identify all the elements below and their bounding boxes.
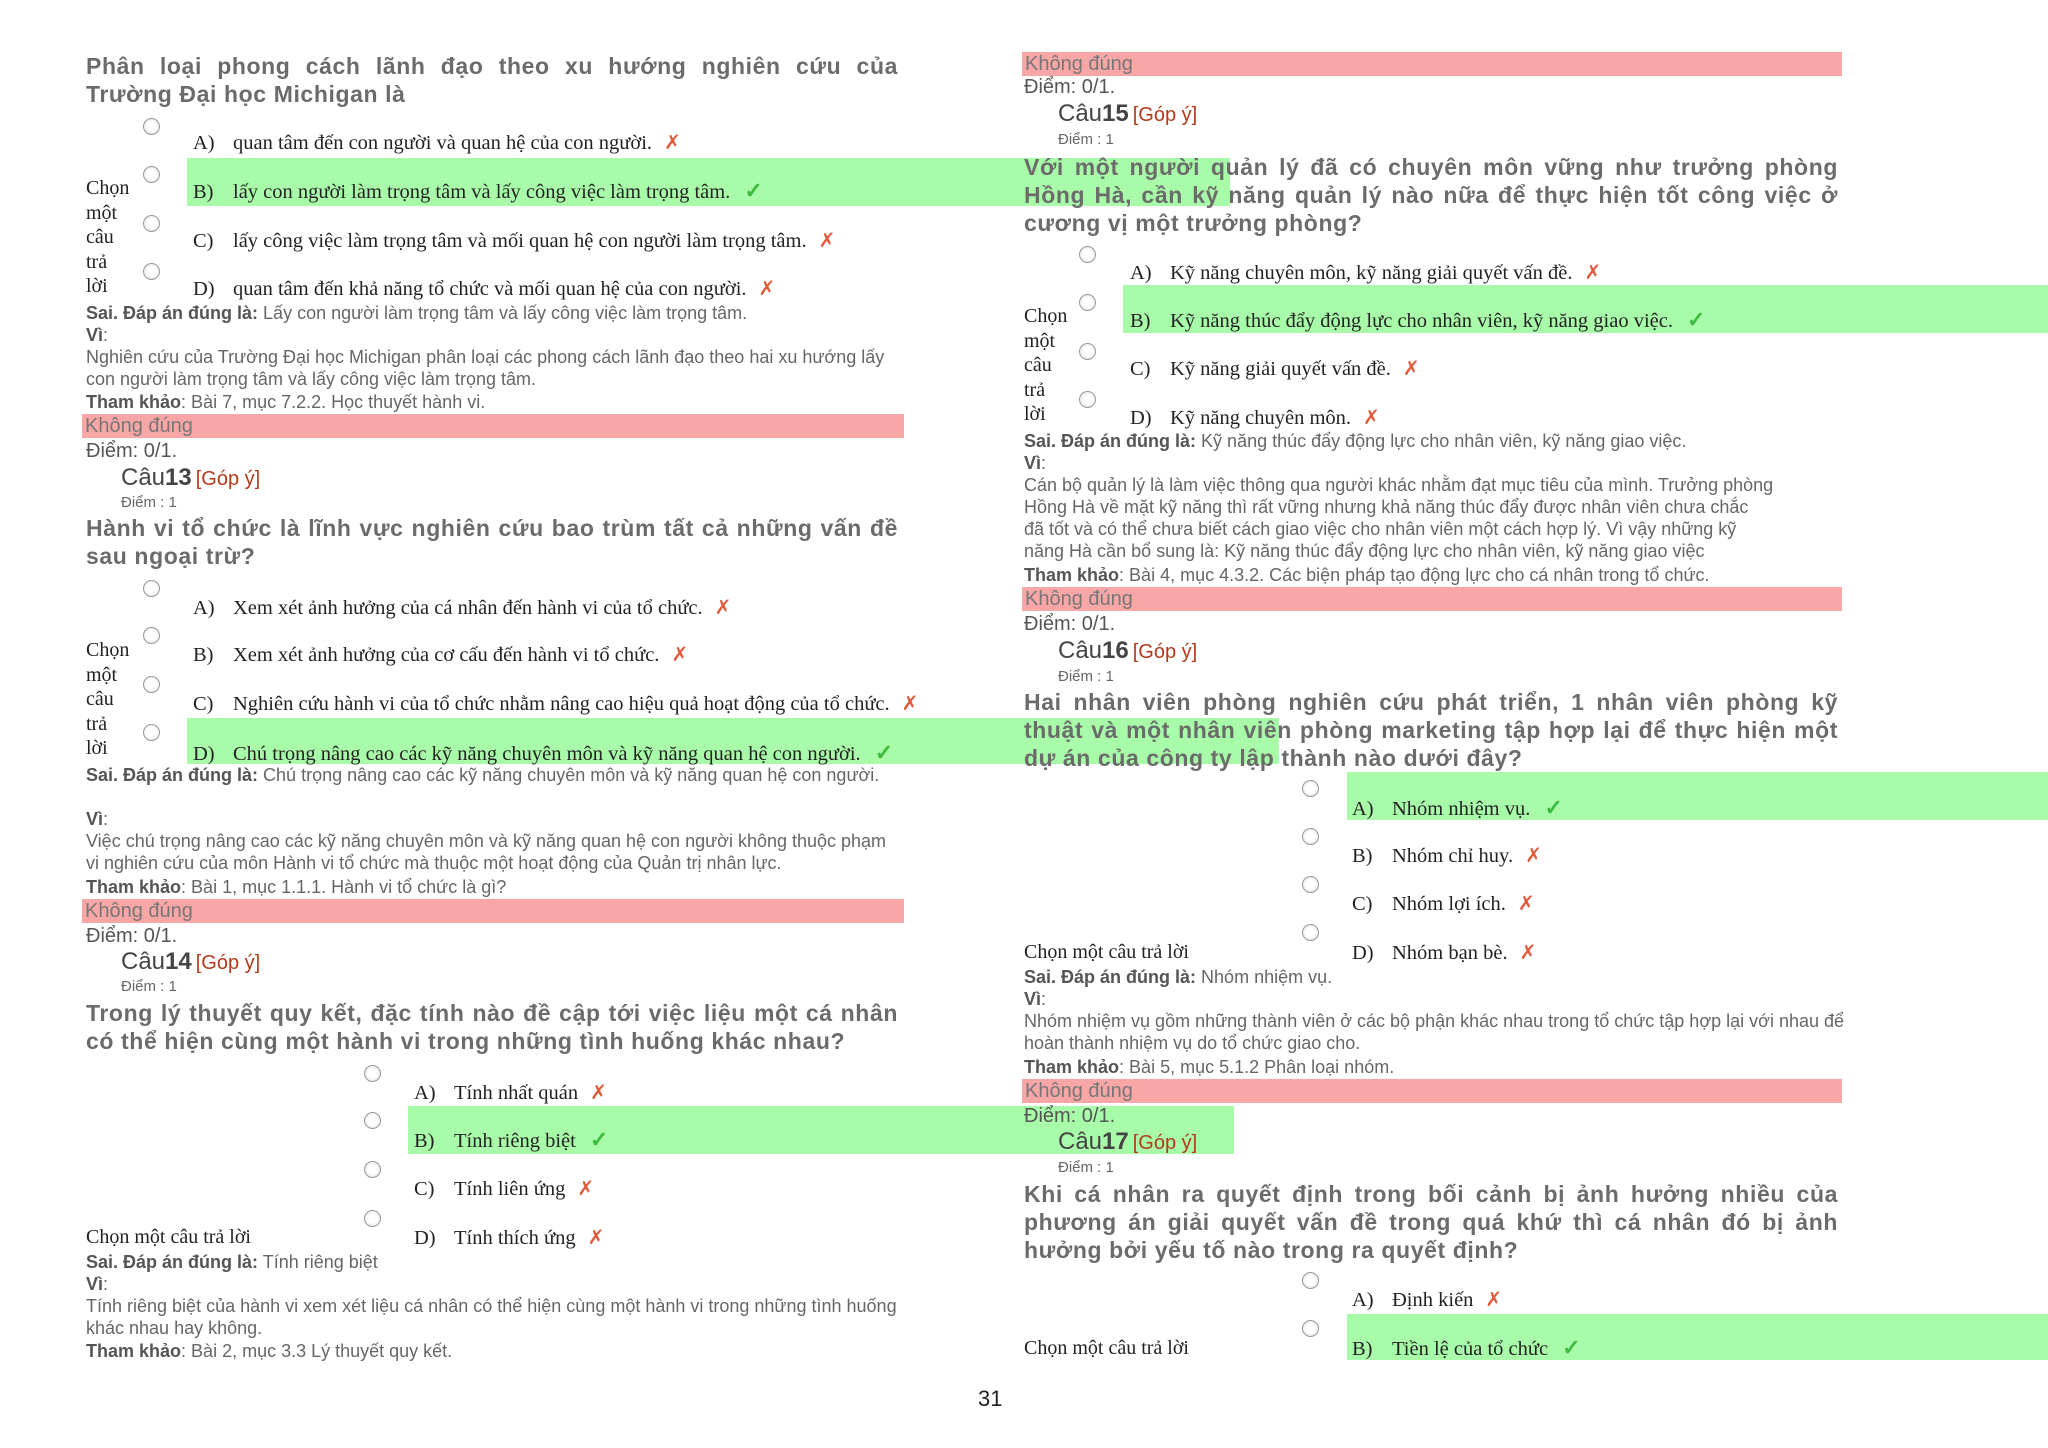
- feedback-link[interactable]: [Góp ý]: [1132, 1132, 1198, 1154]
- feedback-reason: Nhóm nhiệm vụ gồm những thành viên ở các bộ phận khác nhau trong tổ chức tập hợp lại với nhau để hoàn thành nhiệm vụ do tổ chức giao cho.: [1024, 1011, 1845, 1053]
- cross-icon: ✗: [671, 644, 689, 666]
- cross-icon: ✗: [1517, 893, 1535, 915]
- cross-icon: ✗: [664, 132, 681, 154]
- cross-icon: ✗: [1402, 358, 1420, 380]
- radio-button[interactable]: [1302, 1272, 1319, 1289]
- radio-button[interactable]: [364, 1112, 381, 1129]
- option-a[interactable]: A) Kỹ năng chuyên môn, kỹ năng giải quyết vấn đề. ✗: [1130, 262, 1602, 284]
- choose-answer-label: Chọn một câu trả lời: [86, 1226, 251, 1248]
- radio-button[interactable]: [143, 118, 160, 135]
- status-wrong-bar: [82, 414, 904, 438]
- feedback-reason-label: Vì:: [86, 325, 109, 345]
- feedback-reference: Tham khảo: Bài 5, mục 5.1.2 Phân loại nhóm.: [1024, 1057, 1395, 1077]
- radio-button[interactable]: [143, 724, 160, 741]
- radio-button[interactable]: [1302, 1320, 1319, 1337]
- choose-answer-label: Chọn một câu trả lời: [1024, 941, 1189, 963]
- feedback-reference: Tham khảo: Bài 2, mục 3.3 Lý thuyết quy kết.: [86, 1341, 453, 1361]
- option-d[interactable]: D) Nhóm bạn bè. ✗: [1352, 942, 1537, 964]
- status-wrong-bar: [1022, 587, 1842, 611]
- radio-button[interactable]: [1302, 924, 1319, 941]
- radio-button[interactable]: [1079, 343, 1096, 360]
- cross-icon: ✗: [1525, 845, 1542, 867]
- status-wrong: Không đúng: [1025, 1080, 1133, 1102]
- cross-icon: ✗: [577, 1178, 595, 1200]
- feedback-reason: Cán bộ quản lý là làm việc thông qua người khác nhằm đạt mục tiêu của mình. Trưởng phòng Hồng Hà về mặt kỹ năng thì rất vững nhưng khả năng thúc đẩy được nhân viên chưa chắc đã tốt và có thể chưa biết cách giao việc cho nhân viên một cách hợp lý. Vì vậy những kỹ năng Hà cần bổ sung là: Kỹ năng thúc đẩy động lực cho nhân viên, kỹ năng giao việc: [1024, 475, 1774, 561]
- feedback-answer: Sai. Đáp án đúng là: Nhóm nhiệm vụ.: [1024, 967, 1333, 987]
- feedback-link[interactable]: [Góp ý]: [195, 468, 261, 490]
- feedback-reference: Tham khảo: Bài 1, mục 1.1.1. Hành vi tổ chức là gì?: [86, 877, 507, 897]
- option-a[interactable]: A) quan tâm đến con người và quan hệ của con người. ✗: [193, 132, 681, 154]
- feedback-link[interactable]: [Góp ý]: [195, 952, 261, 974]
- cross-icon: ✗: [901, 693, 919, 715]
- option-a[interactable]: A) Nhóm nhiệm vụ. ✓: [1352, 795, 1563, 820]
- radio-button[interactable]: [143, 263, 160, 280]
- q17-question: Khi cá nhân ra quyết định trong bối cảnh bị ảnh hưởng nhiều của phương án giải quyết vấn đề trong quá khứ thì cá nhân đó bị ảnh hưởng bởi yếu tố nào trong ra quyết định?: [1024, 1181, 1838, 1263]
- status-wrong-bar: [1022, 1079, 1842, 1103]
- option-c[interactable]: C) Tính liên ứng ✗: [414, 1178, 595, 1200]
- option-a[interactable]: A) Tính nhất quán ✗: [414, 1082, 607, 1104]
- question-number: Câu14 [Góp ý]: [121, 948, 261, 975]
- cross-icon: ✗: [758, 278, 776, 300]
- check-icon: ✓: [744, 178, 763, 203]
- radio-button[interactable]: [143, 676, 160, 693]
- cross-icon: ✗: [818, 230, 836, 252]
- option-b[interactable]: B) Nhóm chỉ huy. ✗: [1352, 845, 1542, 867]
- feedback-reference: Tham khảo: Bài 7, mục 7.2.2. Học thuyết hành vi.: [86, 392, 486, 412]
- radio-button[interactable]: [1079, 391, 1096, 408]
- feedback-answer: Sai. Đáp án đúng là: Chú trọng nâng cao các kỹ năng chuyên môn và kỹ năng quan hệ con người.: [86, 765, 880, 785]
- question-points: Điểm : 1: [1058, 668, 1114, 685]
- question-points: Điểm : 1: [121, 978, 177, 995]
- option-c[interactable]: C) lấy công việc làm trọng tâm và mối quan hệ con người làm trọng tâm. ✗: [193, 230, 836, 252]
- option-b[interactable]: B) Tính riêng biệt ✓: [414, 1127, 609, 1152]
- radio-button[interactable]: [143, 166, 160, 183]
- score: Điểm: 0/1.: [1024, 613, 1116, 635]
- cross-icon: ✗: [587, 1227, 605, 1249]
- option-d[interactable]: D) Chú trọng nâng cao các kỹ năng chuyên môn và kỹ năng quan hệ con người. ✓: [193, 740, 894, 765]
- option-d[interactable]: D) Kỹ năng chuyên môn. ✗: [1130, 407, 1380, 429]
- check-icon: ✓: [874, 740, 894, 765]
- status-wrong-bar: [1022, 52, 1842, 76]
- option-b[interactable]: B) Tiền lệ của tổ chức ✓: [1352, 1335, 1581, 1360]
- q15-question: Với một người quản lý đã có chuyên môn vững như trưởng phòng Hồng Hà, cần kỹ năng quản lý nào nữa để thực hiện tốt công việc ở cương vị một trưởng phòng?: [1024, 154, 1838, 236]
- status-wrong-bar: [82, 899, 904, 923]
- feedback-reference: Tham khảo: Bài 4, mục 4.3.2. Các biện pháp tạo động lực cho cá nhân trong tổ chức.: [1024, 565, 1710, 585]
- status-wrong: Không đúng: [1025, 588, 1133, 610]
- radio-button[interactable]: [143, 627, 160, 644]
- feedback-answer: Sai. Đáp án đúng là: Tính riêng biệt: [86, 1252, 378, 1272]
- option-b[interactable]: B) lấy con người làm trọng tâm và lấy công việc làm trọng tâm. ✓: [193, 178, 763, 203]
- question-number: Câu15 [Góp ý]: [1058, 100, 1198, 127]
- option-c[interactable]: C) Nhóm lợi ích. ✗: [1352, 893, 1535, 915]
- radio-button[interactable]: [143, 215, 160, 232]
- feedback-reason-label: Vì:: [1024, 989, 1047, 1009]
- q12-question: Phân loại phong cách lãnh đạo theo xu hướng nghiên cứu của Trường Đại học Michigan là: [86, 53, 898, 107]
- question-points: Điểm : 1: [121, 494, 177, 511]
- question-number: Câu13 [Góp ý]: [121, 464, 261, 491]
- feedback-reason: Nghiên cứu của Trường Đại học Michigan phân loại các phong cách lãnh đạo theo hai xu hướng lấy con người làm trọng tâm và lấy công việc làm trọng tâm.: [86, 347, 885, 389]
- option-d[interactable]: D) Tính thích ứng ✗: [414, 1227, 605, 1249]
- cross-icon: ✗: [590, 1082, 607, 1104]
- feedback-reason-label: Vì:: [1024, 453, 1047, 473]
- option-c[interactable]: C) Kỹ năng giải quyết vấn đề. ✗: [1130, 358, 1420, 380]
- option-a[interactable]: A) Định kiến ✗: [1352, 1289, 1503, 1311]
- score: Điểm: 0/1.: [86, 925, 178, 947]
- check-icon: ✓: [1686, 307, 1706, 332]
- cross-icon: ✗: [1363, 407, 1380, 429]
- feedback-link[interactable]: [Góp ý]: [1132, 104, 1198, 126]
- feedback-reason: Tính riêng biệt của hành vi xem xét liệu cá nhân có thể hiện cùng một hành vi trong những tình huống khác nhau hay không.: [86, 1296, 897, 1338]
- option-b[interactable]: B) Xem xét ảnh hưởng của cơ cấu đến hành vi tổ chức. ✗: [193, 644, 689, 666]
- radio-button[interactable]: [1079, 294, 1096, 311]
- cross-icon: ✗: [1519, 942, 1537, 964]
- page-number: 31: [978, 1386, 1003, 1411]
- status-wrong: Không đúng: [85, 415, 193, 437]
- feedback-reason: Việc chú trọng nâng cao các kỹ năng chuyên môn và kỹ năng quan hệ con người không thuộc phạm vi nghiên cứu của môn Hành vi tổ chức mà thuộc một hoạt động của Quản trị nhân lực.: [86, 831, 887, 873]
- question-number: Câu16 [Góp ý]: [1058, 637, 1198, 664]
- radio-button[interactable]: [364, 1065, 381, 1082]
- feedback-answer: Sai. Đáp án đúng là: Kỹ năng thúc đẩy động lực cho nhân viên, kỹ năng giao việc.: [1024, 431, 1687, 451]
- score: Điểm: 0/1.: [86, 440, 178, 462]
- check-icon: ✓: [589, 1127, 609, 1152]
- check-icon: ✓: [1562, 1335, 1581, 1360]
- status-wrong: Không đúng: [1025, 53, 1133, 75]
- q14-question: Trong lý thuyết quy kết, đặc tính nào đề cập tới việc liệu một cá nhân có thể hiện cùng một hành vi trong những tình huống khác nhau?: [86, 1000, 898, 1054]
- choose-answer-label: Chọn một câu trả lời: [86, 177, 130, 297]
- question-points: Điểm : 1: [1058, 1159, 1114, 1176]
- cross-icon: ✗: [1584, 262, 1602, 284]
- option-b[interactable]: B) Kỹ năng thúc đẩy động lực cho nhân viên, kỹ năng giao việc. ✓: [1130, 307, 1706, 332]
- cross-icon: ✗: [1485, 1289, 1503, 1311]
- radio-button[interactable]: [364, 1210, 381, 1227]
- feedback-reason-label: Vì:: [86, 1274, 109, 1294]
- choose-answer-label: Chọn một câu trả lời: [86, 639, 130, 759]
- option-d[interactable]: D) quan tâm đến khả năng tổ chức và mối quan hệ của con người. ✗: [193, 278, 776, 300]
- radio-button[interactable]: [1079, 246, 1096, 263]
- score: Điểm: 0/1.: [1024, 76, 1116, 98]
- q16-question: Hai nhân viên phòng nghiên cứu phát triển, 1 nhân viên phòng kỹ thuật và một nhân viên phòng marketing tập hợp lại để thực hiện một dự án của công ty lập thành nào dưới đây?: [1024, 689, 1838, 771]
- radio-button[interactable]: [1302, 876, 1319, 893]
- option-c[interactable]: C) Nghiên cứu hành vi của tổ chức nhằm nâng cao hiệu quả hoạt động của tổ chức. ✗: [193, 693, 919, 715]
- question-number: Câu17 [Góp ý]: [1058, 1128, 1198, 1155]
- feedback-answer: Sai. Đáp án đúng là: Lấy con người làm trọng tâm và lấy công việc làm trọng tâm.: [86, 303, 748, 323]
- score: Điểm: 0/1.: [1024, 1105, 1116, 1127]
- option-a[interactable]: A) Xem xét ảnh hưởng của cá nhân đến hành vi của tổ chức. ✗: [193, 597, 732, 619]
- question-points: Điểm : 1: [1058, 131, 1114, 148]
- choose-answer-label: Chọn một câu trả lời: [1024, 305, 1068, 425]
- radio-button[interactable]: [143, 580, 160, 597]
- radio-button[interactable]: [364, 1161, 381, 1178]
- feedback-reason-label: Vì:: [86, 809, 109, 829]
- status-wrong: Không đúng: [85, 900, 193, 922]
- choose-answer-label: Chọn một câu trả lời: [1024, 1337, 1189, 1359]
- check-icon: ✓: [1544, 795, 1563, 820]
- feedback-link[interactable]: [Góp ý]: [1132, 641, 1198, 663]
- radio-button[interactable]: [1302, 780, 1319, 797]
- cross-icon: ✗: [714, 597, 732, 619]
- radio-button[interactable]: [1302, 828, 1319, 845]
- q13-question: Hành vi tổ chức là lĩnh vực nghiên cứu bao trùm tất cả những vấn đề sau ngoại trừ?: [86, 515, 898, 569]
